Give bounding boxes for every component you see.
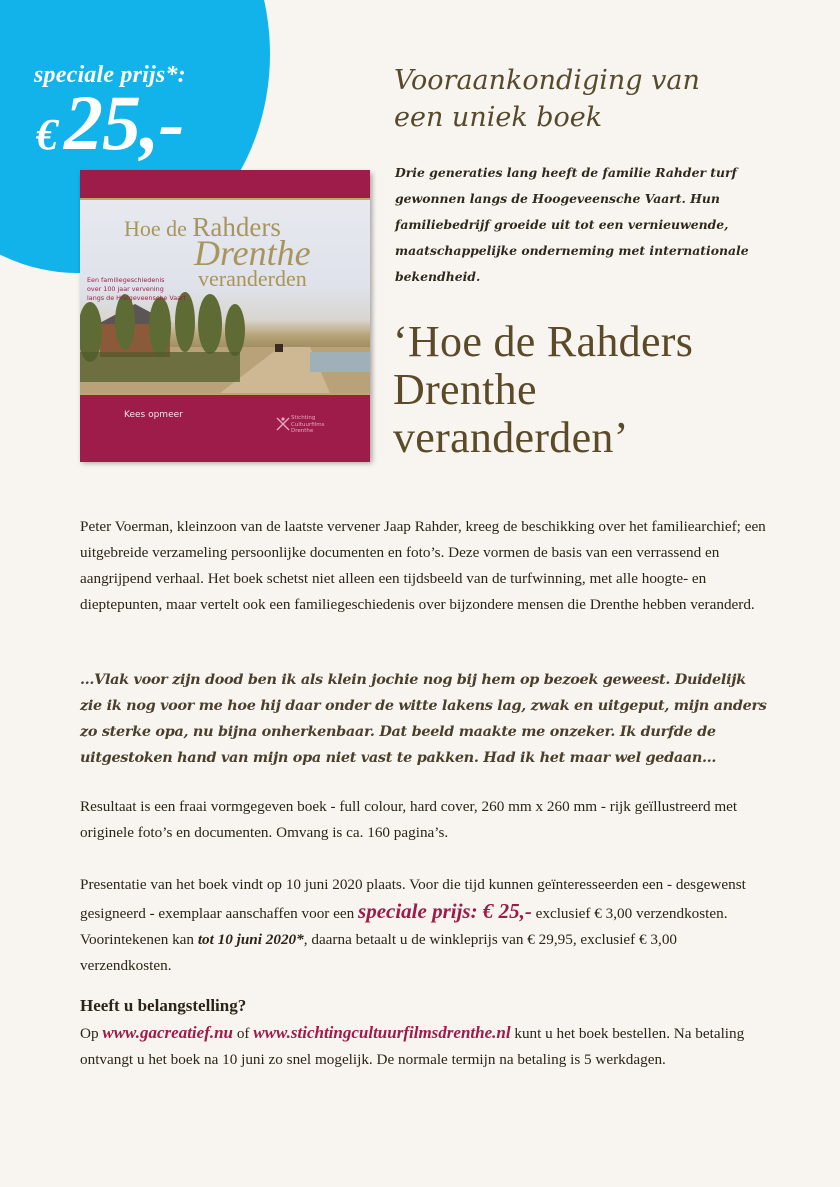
description-paragraph: Peter Voerman, kleinzoon van de laatste vervener Jaap Rahder, kreeg de beschikking over het familiearchief; een uitgebreide verzameling persoonlijke documenten en foto’s. Deze vormen de basis van een verrassend en aangrijpend verhaal. Het boek schetst niet alleen een tijdsbeeld van de turfwinning, met alle hoogte- en dieptepunten, maar vertelt ook een familiegeschiedenis over bijzondere mensen die Drenthe hebben veranderd.	[80, 518, 766, 613]
cover-title-line1: Hoe de Rahders	[124, 212, 281, 242]
euro-sign: €	[36, 110, 58, 159]
specs-paragraph: Resultaat is een fraai vormgegeven boek - full colour, hard cover, 260 mm x 260 mm - rijk geïllustreerd met originele foto’s en documenten. Omvang is ca. 160 pagina’s.	[80, 798, 738, 841]
link-gacreatief[interactable]: www.gacreatief.nu	[102, 1023, 234, 1042]
cover-author: Kees opmeer	[124, 410, 183, 420]
intro-text: Drie generaties lang heeft de familie Rahder turf gewonnen langs de Hoogeveensche Vaart. Hun familiebedrijf groeide uit tot een vernieuwende, maatschappelijke onderneming met internationale bekendheid.	[395, 165, 749, 284]
cover-title-line3: veranderden	[198, 266, 307, 291]
price-badge-amount	[36, 78, 183, 168]
book-title: ‘Hoe de Rahders Drenthe veranderden’	[393, 317, 694, 462]
price-badge-label: speciale prijs*:	[34, 62, 186, 88]
order-paragraph: Op www.gacreatief.nu of www.stichtingcultuurfilmsdrenthe.nl kunt u het boek bestellen. Na betaling ontvangt u het boek na 10 juni zo snel mogelijk. De normale termijn na betaling is 5 werkdagen.	[80, 1023, 745, 1068]
cover-painting	[80, 200, 370, 393]
book-quote: …Vlak voor zijn dood ben ik als klein jochie nog bij hem op bezoek geweest. Duidelijk zie ik nog voor me hoe hij daar onder de witte lakens lag, zwak en uitgeput, mijn anders zo sterke opa, nu bijna onherkenbaar. Dat beeld maakte me onzeker. Ik durfde de uitgestoken hand van mijn opa niet vast te pakken. Had ik het maar wel gedaan…	[80, 671, 767, 766]
landscape-illustration	[80, 292, 370, 393]
cover-bottom-band	[80, 393, 370, 462]
publisher-logo-icon	[276, 416, 290, 432]
order-heading: Heeft u belangstelling?	[80, 996, 247, 1015]
special-price-highlight: speciale prijs: € 25,-	[358, 899, 532, 923]
publisher-logo: Stichting Cultuurfilms Drenthe	[276, 415, 324, 435]
link-stichting-cultuurfilms[interactable]: www.stichtingcultuurfilmsdrenthe.nl	[253, 1023, 511, 1042]
cover-subtitle: Een familiegeschiedenis over 100 jaar vervening langs de Hoogeveensche Vaart	[87, 276, 187, 302]
cover-top-band	[80, 170, 370, 200]
announcement-heading: Vooraankondiging van een uniek boek	[394, 65, 700, 133]
price-value: 25,-	[64, 79, 184, 166]
deadline: tot 10 juni 2020*	[197, 931, 304, 948]
cover-title-line2: Drenthe	[194, 233, 311, 273]
presentation-paragraph: Presentatie van het boek vindt op 10 juni 2020 plaats. Voor die tijd kunnen geïnteresseerden een - desgewenst gesigneerd - exemplaar aanschaffen voor een speciale prijs: € 25,- exclusief € 3,00 verzendkosten. Voorintekenen kan tot 10 juni 2020*, daarna betaalt u de winkleprijs van € 29,95, exclusief € 3,00 verzendkosten.	[80, 876, 746, 974]
book-cover-image	[80, 170, 370, 460]
